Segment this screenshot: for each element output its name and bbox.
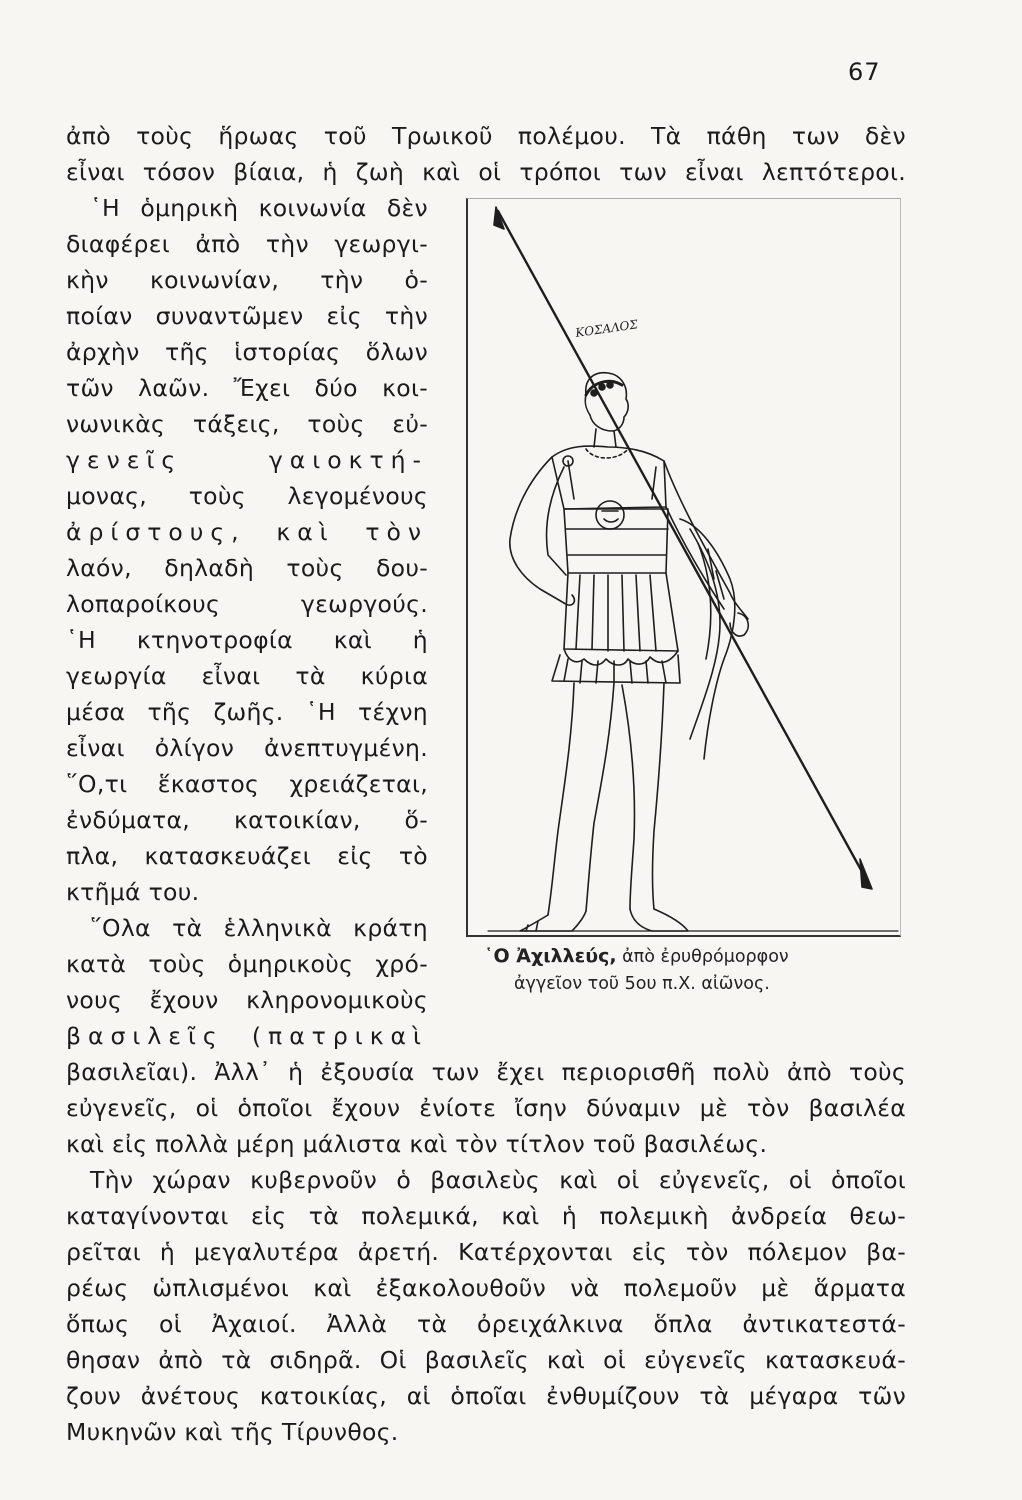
figure-caption-line1: [484, 944, 904, 969]
text-line: πλα, κατασκευάζει εἰς τὸ: [66, 842, 428, 870]
text-line: διαφέρει ἀπὸ τὴν γεωργι-: [66, 230, 428, 258]
text-line: βασιλεῖς (πατρικαὶ: [66, 1022, 428, 1050]
text-line: ἀρίστους, καὶ τὸν: [66, 518, 428, 546]
caption-name: ῾Ο Ἀχιλλεύς,: [484, 945, 617, 967]
text-line: θησαν ἀπὸ τὰ σιδηρᾶ. Οἱ βασιλεῖς καὶ οἱ εὐγενεῖς κατασκευά-: [66, 1346, 906, 1374]
text-line: ἀρχὴν τῆς ἱστορίας ὅλων: [66, 338, 428, 366]
text-line: βασιλεῖαι). Ἀλλ᾿ ἡ ἐξουσία των ἔχει περιορισθῆ πολὺ ἀπὸ τοὺς: [66, 1058, 906, 1086]
text-line: ῾Η ὁμηρικὴ κοινωνία δὲν: [90, 194, 428, 222]
text-line: εὐγενεῖς, οἱ ὁποῖοι ἔχουν ἐνίοτε ἴσην δύναμιν μὲ τὸν βασιλέα: [66, 1094, 906, 1122]
text-line: λαόν, δηλαδὴ τοὺς δου-: [66, 554, 428, 582]
text-line: ρεῖται ἡ μεγαλυτέρα ἀρετή. Κατέρχονται εἰς τὸν πόλεμον βα-: [66, 1238, 906, 1266]
text-line: κτῆμά του.: [66, 878, 200, 906]
vase-inscription: ΚΟΣΑΛΟΣ: [574, 317, 639, 340]
text-line: ποίαν συναντῶμεν εἰς τὴν: [66, 302, 428, 330]
text-line: γενεῖς γαιοκτή-: [66, 446, 428, 474]
text-line: νωνικὰς τάξεις, τοὺς εὐ-: [66, 410, 428, 438]
text-line: μονας, τοὺς λεγομένους: [66, 482, 428, 510]
achilles-illustration: [466, 198, 901, 937]
text-line: ἀπὸ τοὺς ἥρωας τοῦ Τρωικοῦ πολέμου. Τὰ πάθη των δὲν: [66, 122, 906, 150]
text-line: Τὴν χώραν κυβερνοῦν ὁ βασιλεὺς καὶ οἱ εὐγενεῖς, οἱ ὁποῖοι: [90, 1166, 906, 1194]
text-line: νους ἔχουν κληρονομικοὺς: [66, 986, 428, 1014]
text-line: ῾Η κτηνοτροφία καὶ ἡ: [66, 626, 428, 654]
text-line: ὅπως οἱ Ἀχαιοί. Ἀλλὰ τὰ ὀρειχάλκινα ὅπλα ἀντικατεστά-: [66, 1310, 906, 1338]
text-line: ῞Ολα τὰ ἑλληνικὰ κράτη: [90, 914, 428, 942]
text-line: λοπαροίκους γεωργούς.: [66, 590, 428, 618]
text-line: Μυκηνῶν καὶ τῆς Τίρυνθος.: [66, 1418, 399, 1446]
text-line: εἶναι τόσον βίαια, ἡ ζωὴ καὶ οἱ τρόποι των εἶναι λεπτότεροι.: [66, 158, 906, 186]
text-line: κὴν κοινωνίαν, τὴν ὁ-: [66, 266, 428, 294]
figure-caption-line2: ἀγγεῖον τοῦ 5ου π.Χ. αἰῶνος.: [514, 974, 770, 994]
text-line: κατὰ τοὺς ὁμηρικοὺς χρό-: [66, 950, 428, 978]
caption-source: ἀπὸ ἐρυθρόμορφον: [616, 947, 789, 967]
text-line: καταγίνονται εἰς τὰ πολεμικά, καὶ ἡ πολεμικὴ ἀνδρεία θεω-: [66, 1202, 906, 1230]
text-line: τῶν λαῶν. Ἔχει δύο κοι-: [66, 374, 428, 402]
text-line: γεωργία εἶναι τὰ κύρια: [66, 662, 428, 690]
text-line: μέσα τῆς ζωῆς. ῾Η τέχνη: [66, 698, 428, 726]
page-number: 67: [848, 58, 881, 86]
text-line: εἶναι ὀλίγον ἀνεπτυγμένη.: [66, 734, 428, 762]
text-line: ρέως ὡπλισμένοι καὶ ἐξακολουθοῦν νὰ πολεμοῦν μὲ ἅρματα: [66, 1274, 906, 1302]
text-line: ῞Ο,τι ἕκαστος χρειάζεται,: [66, 770, 428, 798]
text-line: ζουν ἀνέτους κατοικίας, αἱ ὁποῖαι ἐνθυμίζουν τὰ μέγαρα τῶν: [66, 1382, 906, 1410]
text-line: ἐνδύματα, κατοικίαν, ὅ-: [66, 806, 428, 834]
text-line: καὶ εἰς πολλὰ μέρη μάλιστα καὶ τὸν τίτλον τοῦ βασιλέως.: [66, 1130, 768, 1158]
